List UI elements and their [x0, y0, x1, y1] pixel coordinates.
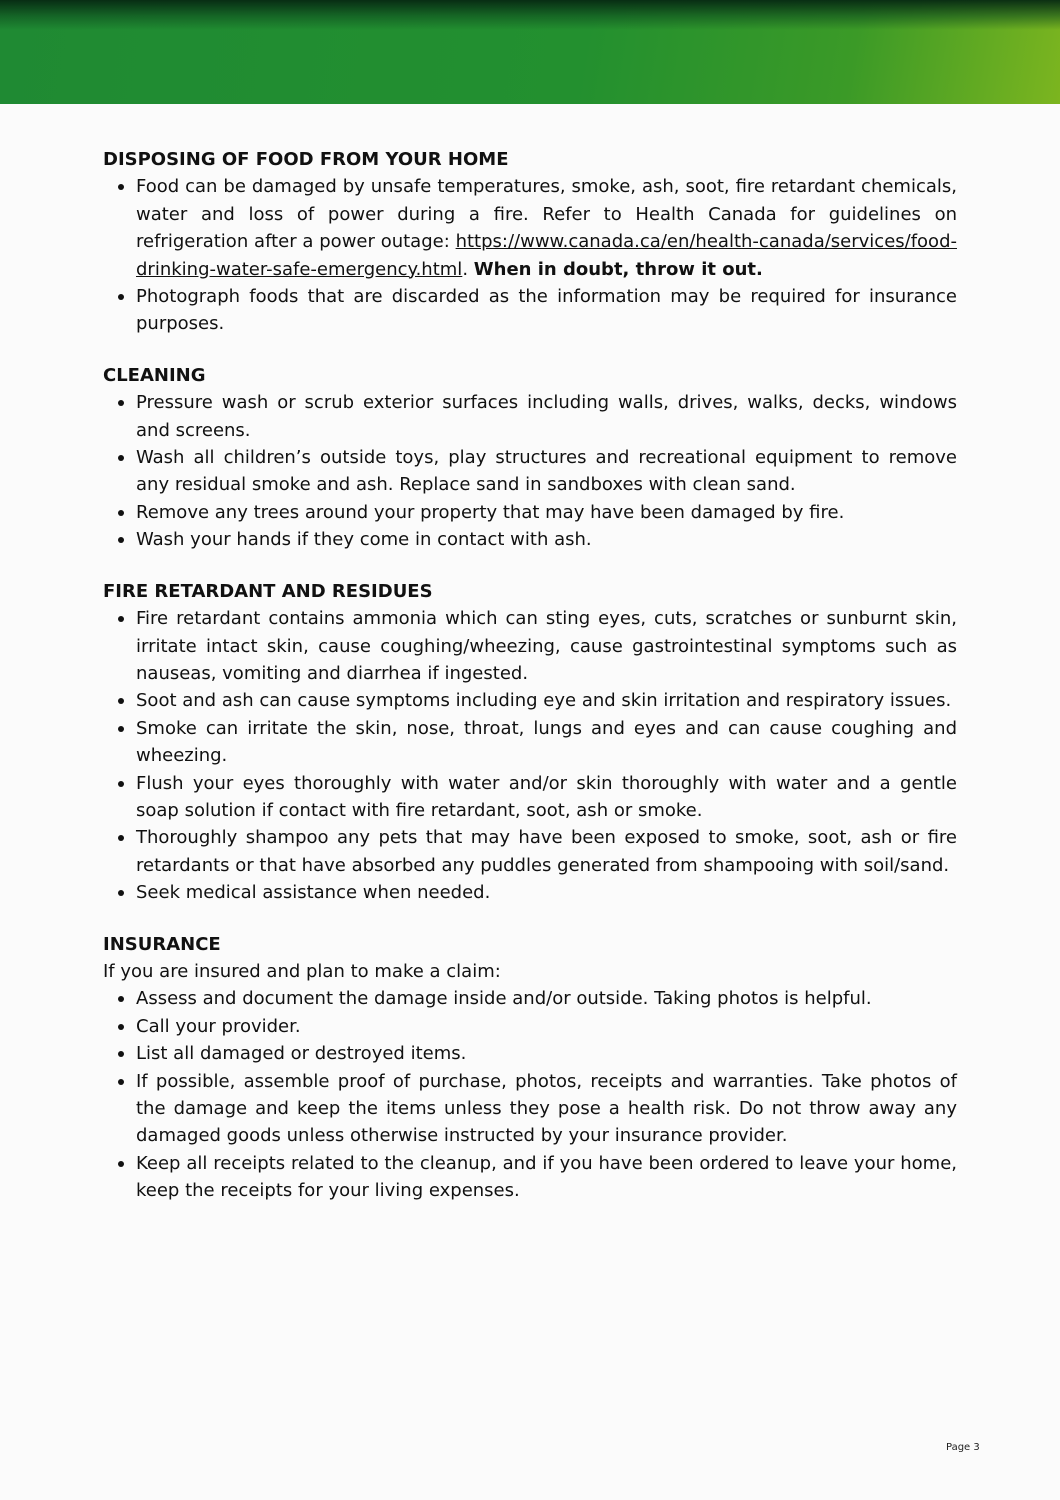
page-content	[103, 146, 957, 1229]
page-number: Page 3	[946, 1442, 980, 1453]
list-item: Fire retardant contains ammonia which can sting eyes, cuts, scratches or sunburnt skin, irritate intact skin, cause coughing/wheezing, cause gastrointestinal symptoms such as nauseas, vomiting and diarrhea if ingested.	[103, 605, 957, 687]
list-item: Thoroughly shampoo any pets that may have been exposed to smoke, soot, ash or fire retardants or that have absorbed any puddles generated from shampooing with soil/sand.	[103, 824, 957, 879]
section-title: FIRE RETARDANT AND RESIDUES	[103, 580, 433, 602]
list-item: Pressure wash or scrub exterior surfaces including walls, drives, walks, decks, windows and screens.	[103, 389, 957, 444]
list-item	[103, 173, 957, 283]
list-item: Soot and ash can cause symptoms including eye and skin irritation and respiratory issues.	[103, 687, 957, 714]
header-banner	[0, 0, 1060, 104]
list-item: Wash all children’s outside toys, play structures and recreational equipment to remove any residual smoke and ash. Replace sand in sandboxes with clean sand.	[103, 444, 957, 499]
list-item: Call your provider.	[103, 1013, 957, 1040]
bullet-list	[103, 389, 957, 553]
section-title: INSURANCE	[103, 933, 221, 955]
list-item: Remove any trees around your property that may have been damaged by fire.	[103, 499, 957, 526]
list-item: Flush your eyes thoroughly with water and/or skin thoroughly with water and a gentle soap solution if contact with fire retardant, soot, ash or smoke.	[103, 770, 957, 825]
section-insurance	[103, 931, 957, 1205]
section-cleaning	[103, 362, 957, 554]
section-fire-retardant	[103, 578, 957, 907]
section-title: DISPOSING OF FOOD FROM YOUR HOME	[103, 149, 509, 170]
emphasis-text: When in doubt, throw it out.	[473, 258, 763, 280]
bullet-list	[103, 605, 957, 906]
section-title: CLEANING	[103, 364, 206, 386]
bullet-list	[103, 985, 957, 1204]
link-punctuation: .	[462, 258, 469, 280]
bullet-list	[103, 173, 957, 337]
list-item: Keep all receipts related to the cleanup, and if you have been ordered to leave your home, keep the receipts for your living expenses.	[103, 1150, 957, 1205]
list-item: Smoke can irritate the skin, nose, throat, lungs and eyes and can cause coughing and wheezing.	[103, 715, 957, 770]
health-canada-link[interactable]: https://www.canada.ca/en/health-canada/services/food-drinking-water-safe-emergency.html	[136, 231, 957, 280]
list-item: Wash your hands if they come in contact with ash.	[103, 526, 957, 553]
list-item-text: Food can be damaged by unsafe temperatures, smoke, ash, soot, fire retardant chemicals, water and loss of power during a fire. Refer to Health Canada for guidelines on refrigeration after a power outage:	[136, 176, 957, 253]
section-intro: If you are insured and plan to make a claim:	[103, 960, 501, 982]
list-item: If possible, assemble proof of purchase, photos, receipts and warranties. Take photos of the damage and keep the items unless they pose a health risk. Do not throw away any damaged goods unless otherwise instructed by your insurance provider.	[103, 1068, 957, 1150]
list-item: Photograph foods that are discarded as the information may be required for insurance purposes.	[103, 283, 957, 338]
list-item: List all damaged or destroyed items.	[103, 1040, 957, 1067]
list-item: Seek medical assistance when needed.	[103, 879, 957, 906]
list-item: Assess and document the damage inside and/or outside. Taking photos is helpful.	[103, 985, 957, 1012]
section-disposing-food	[103, 146, 957, 338]
